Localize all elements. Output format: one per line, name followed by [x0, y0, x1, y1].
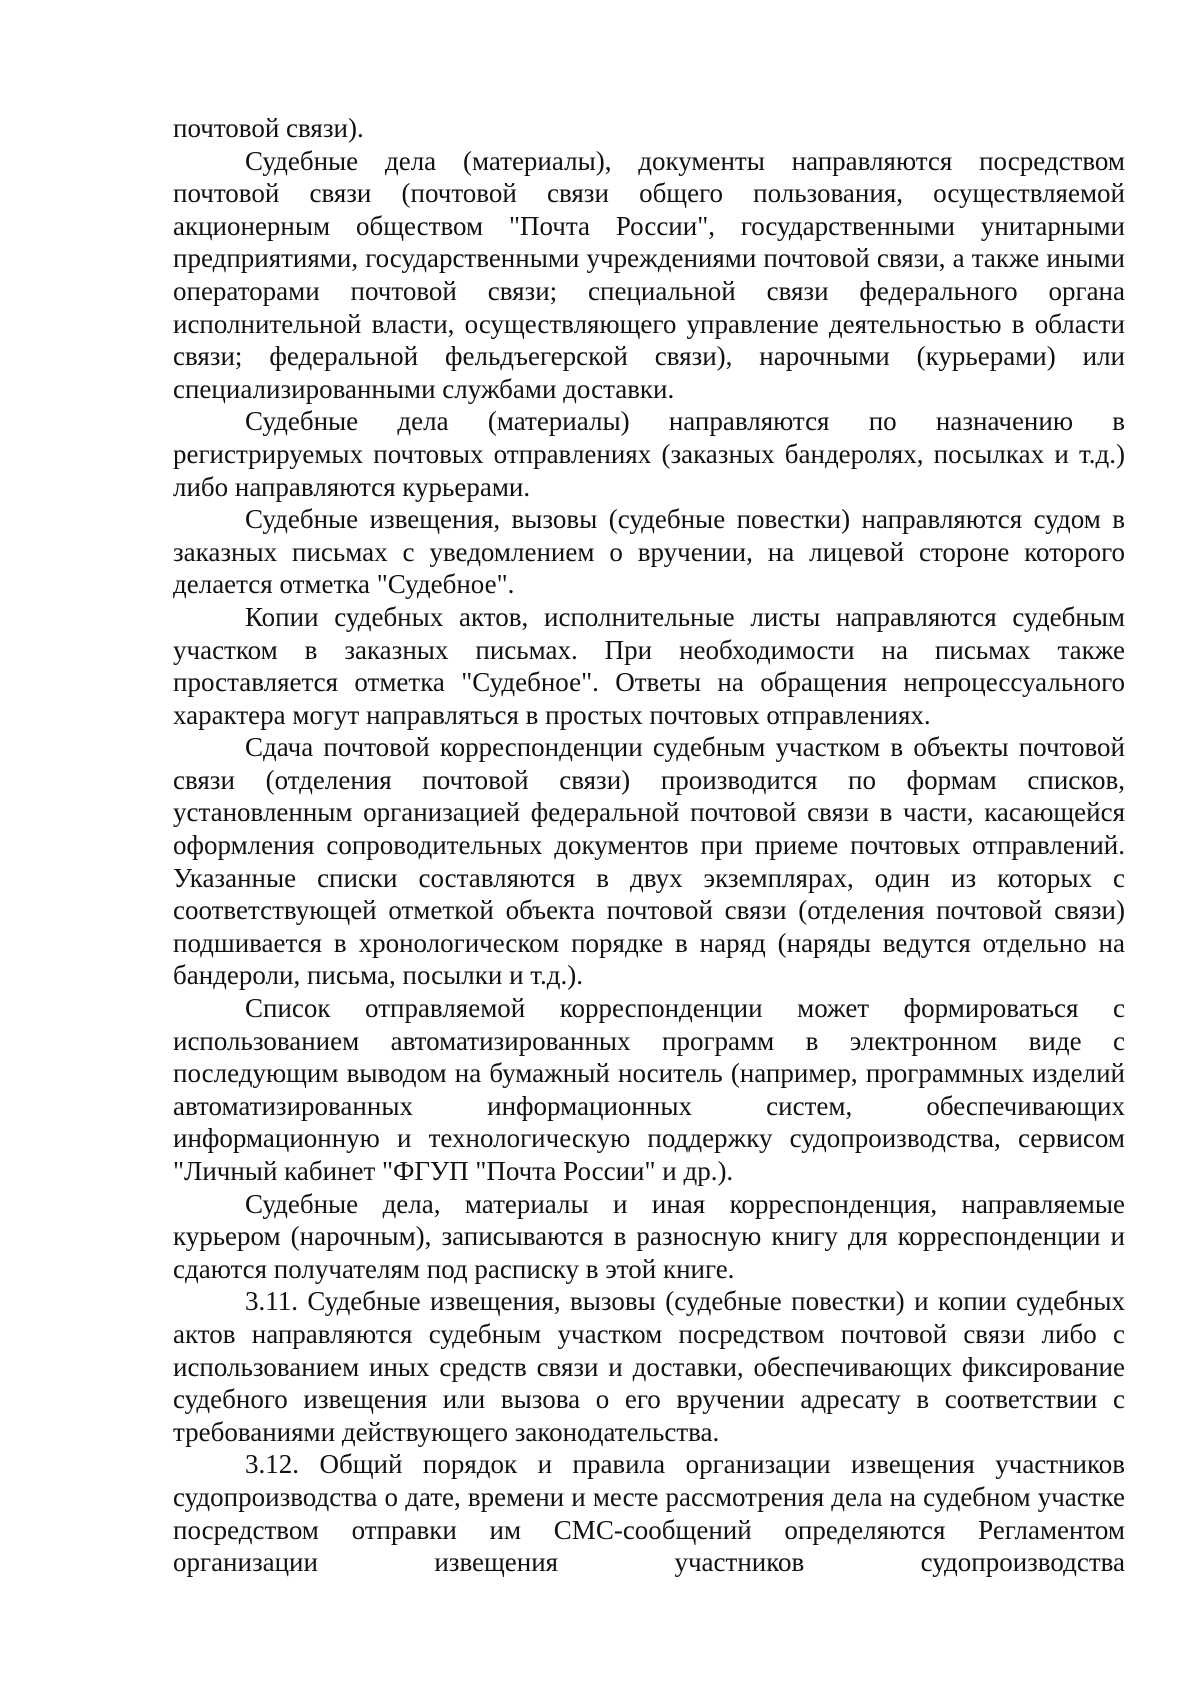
paragraph-courier-book: Судебные дела, материалы и иная корреспонденция, направляемые курьером (нарочным), записываются в разносную книгу для корреспонденции и сдаются получателям под расписку в этой книге.	[173, 1188, 1125, 1284]
paragraph-case-dispatch: Судебные дела (материалы) направляются по назначению в регистрируемых почтовых отправлениях (заказных бандеролях, посылках и т.д.) либо направляются курьерами.	[173, 406, 1125, 502]
paragraph-continuation: почтовой связи).	[173, 113, 364, 143]
paragraph-mail-handover: Сдача почтовой корреспонденции судебным участком в объекты почтовой связи (отделения почтовой связи) производится по формам списков, установленным организацией федеральной почтовой связи в части, касающейся оформления сопроводительных документов при приеме почтовых отправлений. Указанные списки составляются в двух экземплярах, один из которых с соответствующей отметкой объекта почтовой связи (отделения почтовой связи) подшивается в хронологическом порядке в наряд (наряды ведутся отдельно на бандероли, письма, посылки и т.д.).	[173, 732, 1125, 991]
paragraph-court-notices: Судебные извещения, вызовы (судебные повестки) направляются судом в заказных письмах с уведомлением о вручении, на лицевой стороне которого делается отметка "Судебное".	[173, 504, 1125, 600]
paragraph-act-copies: Копии судебных актов, исполнительные листы направляются судебным участком в заказных письмах. При необходимости на письмах также проставляется отметка "Судебное". Ответы на обращения непроцессуального характера могут направляться в простых почтовых отправлениях.	[173, 601, 1125, 730]
paragraph-mail-list: Список отправляемой корреспонденции может формироваться с использованием автоматизированных программ в электронном виде с последующим выводом на бумажный носитель (например, программных изделий автоматизированных информационных систем, обеспечивающих информационную и технологическую поддержку судопроизводства, сервисом "Личный кабинет "ФГУП "Почта России" и др.).	[173, 993, 1125, 1186]
paragraph-section-3-12: 3.12. Общий порядок и правила организации извещения участников судопроизводства о дате, времени и месте рассмотрения дела на судебном участке посредством отправки им СМС-сообщений определяются Регламентом организации извещения участников судопроизводства	[173, 1449, 1125, 1578]
paragraph-section-3-11: 3.11. Судебные извещения, вызовы (судебные повестки) и копии судебных актов направляются судебным участком посредством почтовой связи либо с использованием иных средств связи и доставки, обеспечивающих фиксирование судебного извещения или вызова о его вручении адресату в соответствии с требованиями действующего законодательства.	[173, 1286, 1125, 1447]
document-body	[173, 112, 1125, 1579]
paragraph-delivery-methods: Судебные дела (материалы), документы направляются посредством почтовой связи (почтовой связи общего пользования, осуществляемой акционерным обществом "Почта России", государственными унитарными предприятиями, государственными учреждениями почтовой связи, а также иными операторами почтовой связи; специальной связи федерального органа исполнительной власти, осуществляющего управление деятельностью в области связи; федеральной фельдъегерской связи), нарочными (курьерами) или специализированными службами доставки.	[173, 145, 1125, 404]
